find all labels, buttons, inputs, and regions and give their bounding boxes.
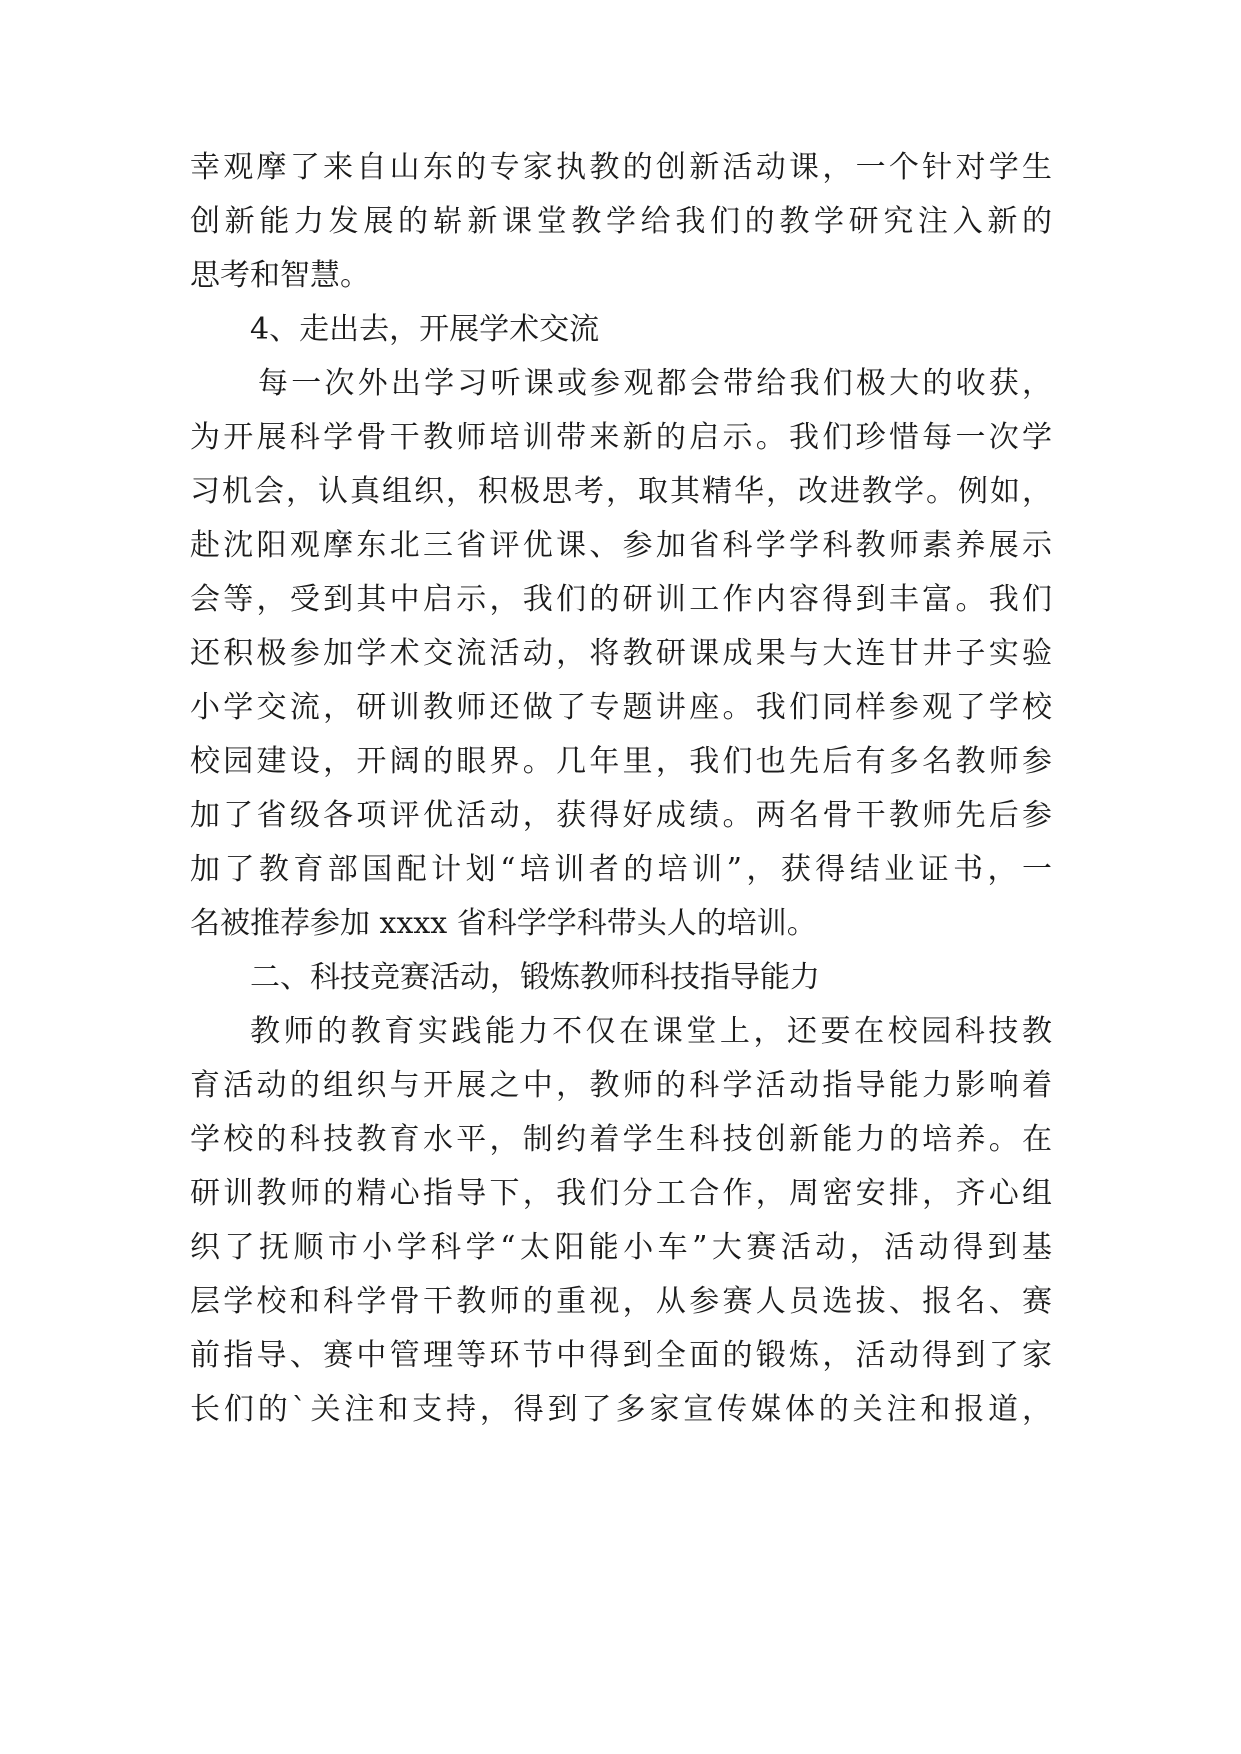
paragraph-line: 赴沈阳观摩东北三省评优课、参加省科学学科教师素养展示 bbox=[190, 528, 1052, 563]
section-heading: 二、科技竞赛活动，锻炼教师科技指导能力 bbox=[250, 960, 820, 995]
paragraph-line: 会等，受到其中启示，我们的研训工作内容得到丰富。我们 bbox=[190, 582, 1052, 617]
paragraph-line: 前指导、赛中管理等环节中得到全面的锻炼，活动得到了家 bbox=[190, 1338, 1052, 1373]
paragraph-line: 校园建设，开阔的眼界。几年里，我们也先后有多名教师参 bbox=[190, 744, 1052, 779]
paragraph-line: 创新能力发展的崭新课堂教学给我们的教学研究注入新的 bbox=[190, 204, 1052, 239]
paragraph-line: 长们的`关注和支持，得到了多家宣传媒体的关注和报道， bbox=[190, 1392, 1052, 1427]
section-heading: 4、走出去，开展学术交流 bbox=[250, 312, 600, 347]
paragraph-line: 学校的科技教育水平，制约着学生科技创新能力的培养。在 bbox=[190, 1122, 1052, 1157]
paragraph-line: 小学交流，研训教师还做了专题讲座。我们同样参观了学校 bbox=[190, 690, 1052, 725]
paragraph-line: 研训教师的精心指导下，我们分工合作，周密安排，齐心组 bbox=[190, 1176, 1052, 1211]
paragraph-line: 育活动的组织与开展之中，教师的科学活动指导能力影响着 bbox=[190, 1068, 1052, 1103]
paragraph-line: 思考和智慧。 bbox=[190, 258, 370, 293]
paragraph-line: 习机会，认真组织，积极思考，取其精华，改进教学。例如， bbox=[190, 474, 1052, 509]
paragraph-line: 层学校和科学骨干教师的重视，从参赛人员选拔、报名、赛 bbox=[190, 1284, 1052, 1319]
paragraph-line: 每一次外出学习听课或参观都会带给我们极大的收获， bbox=[258, 366, 1052, 401]
paragraph-line: 加了省级各项评优活动，获得好成绩。两名骨干教师先后参 bbox=[190, 798, 1052, 833]
paragraph-line: 织了抚顺市小学科学“太阳能小车”大赛活动，活动得到基 bbox=[190, 1230, 1052, 1265]
paragraph-line: 名被推荐参加 xxxx 省科学学科带头人的培训。 bbox=[190, 906, 817, 941]
paragraph-line: 幸观摩了来自山东的专家执教的创新活动课，一个针对学生 bbox=[190, 150, 1052, 185]
paragraph-line: 还积极参加学术交流活动，将教研课成果与大连甘井子实验 bbox=[190, 636, 1052, 671]
paragraph-line: 教师的教育实践能力不仅在课堂上，还要在校园科技教 bbox=[250, 1014, 1052, 1049]
paragraph-line: 为开展科学骨干教师培训带来新的启示。我们珍惜每一次学 bbox=[190, 420, 1052, 455]
paragraph-line: 加了教育部国配计划“培训者的培训”，获得结业证书，一 bbox=[190, 852, 1052, 887]
